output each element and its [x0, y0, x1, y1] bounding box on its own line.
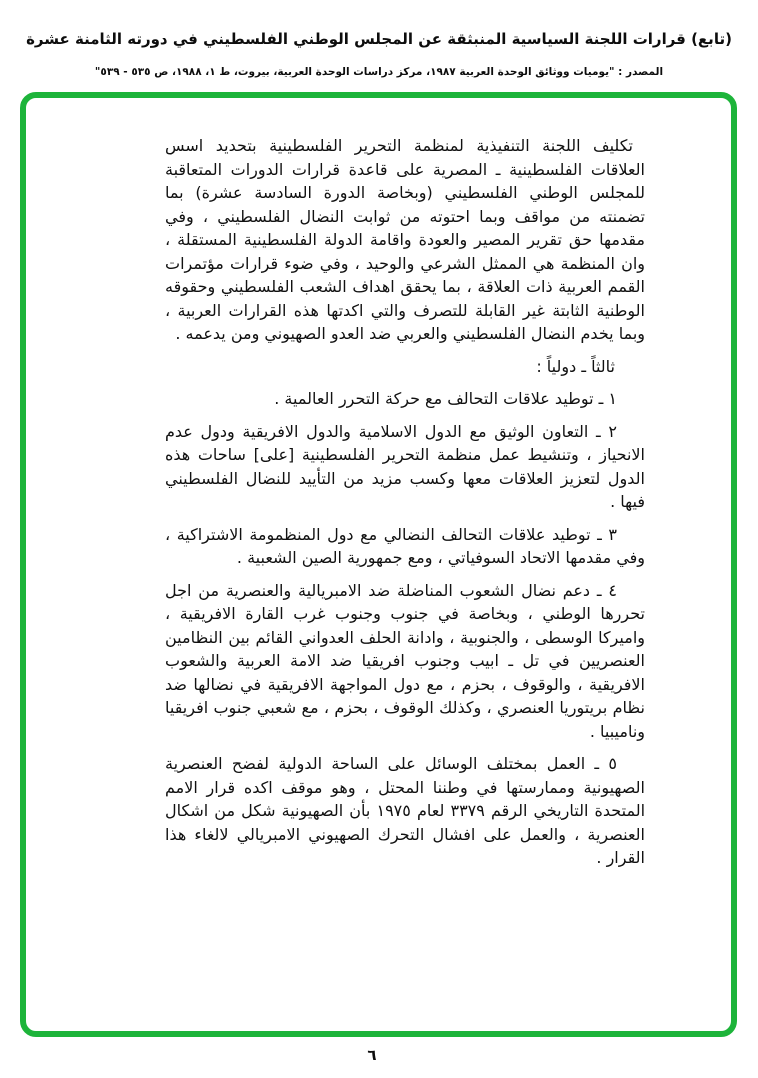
page-title: (تابع) قرارات اللجنة السياسية المنبثقة عن المجلس الوطني الفلسطيني في دورته الثامنة عشرة	[26, 30, 732, 48]
list-item-1: ١ ـ توطيد علاقات التحالف مع حركة التحرر العالمية .	[274, 389, 617, 408]
body-text-column	[165, 134, 645, 879]
list-item-3: ٣ ـ توطيد علاقات التحالف النضالي مع دول المنظمومة الاشتراكية ، وفي مقدمها الاتحاد السوفياتي ، ومع جمهورية الصين الشعبية .	[165, 524, 645, 567]
green-content-frame	[20, 92, 737, 1037]
source-citation: المصدر : "يوميات ووثائق الوحدة العربية ١٩٨٧، مركز دراسات الوحدة العربية، بيروت، ط ١، ١٩٨٨، ص ٥٣٥ - ٥٣٩"	[94, 66, 664, 78]
list-item-2: ٢ ـ التعاون الوثيق مع الدول الاسلامية والدول الافريقية ودول عدم الانحياز ، وتنشيط عمل منظمة التحرير الفلسطينية [على] ساحات هذه الدول لتعزيز العلاقات معها وكسب مزيد من التأييد للنضال الفلسطيني فيها .	[165, 421, 645, 511]
paragraph-intro: تكليف اللجنة التنفيذية لمنظمة التحرير الفلسطينية بتحديد اسس العلاقات الفلسطينية ـ المصرية على قاعدة قرارات الدورات المتعاقبة للمجلس الوطني الفلسطيني (وبخاصة الدورة السادسة عشرة) بما تضمنته من مواقف وبما احتوته من ثوابت النضال الفلسطيني ، وفي مقدمها حق تقرير المصير والعودة واقامة الدولة الفلسطينية المستقلة ، وان المنظمة هي الممثل الشرعي والوحيد ، وفي ضوء قرارات مؤتمرات القمم العربية ذات العلاقة ، بما يحقق اهداف الشعب الفلسطيني وحقوقه الوطنية الثابتة غير القابلة للتصرف والتي اكدتها هذه القرارات العربية ، وبما يخدم النضال الفلسطيني والعربي ضد العدو الصهيوني ومن يدعمه .	[165, 136, 645, 343]
page-number: ٦	[367, 1046, 377, 1064]
section-heading-thirdly-international: ثالثاً ـ دولياً :	[536, 356, 615, 376]
list-item-4: ٤ ـ دعم نضال الشعوب المناضلة ضد الامبريالية والعنصرية من اجل تحررها الوطني ، وبخاصة في جنوب وجنوب غرب القارة الافريقية ، واميركا الوسطى ، والجنوبية ، وادانة الحلف العدواني القائم بين النظامين العنصريين في تل ـ ابيب وجنوب افريقيا ضد الامة العربية والشعوب الافريقية ، والوقوف ، بحزم ، مع دول المواجهة الافريقية في نضالها ضد نظام بريتوريا العنصري ، وكذلك الوقوف ، بحزم ، مع شعبي جنوب افريقيا وناميبيا .	[165, 580, 645, 741]
list-item-5: ٥ ـ العمل بمختلف الوسائل على الساحة الدولية لفضح العنصرية الصهيونية وممارستها في وطننا المحتل ، وهو موقف اكده قرار الامم المتحدة التاريخي الرقم ٣٣٧٩ لعام ١٩٧٥ بأن الصهيونية شكل من اشكال العنصرية ، والعمل على افشال التحرك الصهيوني الامبريالي لالغاء هذا القرار .	[165, 754, 646, 867]
